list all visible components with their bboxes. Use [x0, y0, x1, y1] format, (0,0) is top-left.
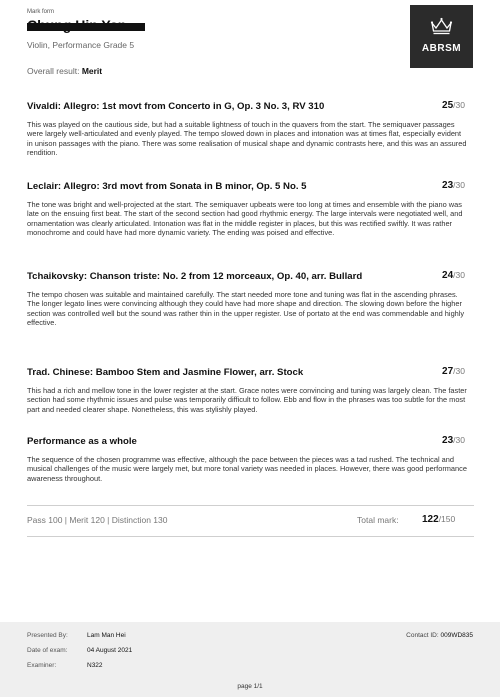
- piece-comment: The sequence of the chosen programme was effective, although the pace between the pieces was a tad rushed. The technical and musical challenges of the music were largely met, but more tonal variety was needed in places. However, there was good performance awareness throughout.: [27, 455, 467, 483]
- exam-subject: Violin, Performance Grade 5: [27, 40, 135, 50]
- piece-comment: The tempo chosen was suitable and maintained carefully. The start needed more tone and tuning was flat in the ascending phrases. The longer legato lines were convincing although they could have had more shape and direction. The slowing down before the higher section was controlled well but the sound was rather thin in the upper register. Use of portato at the end was commendable and highly effective.: [27, 290, 465, 327]
- total-mark-out-of: /150: [438, 514, 456, 524]
- score-value: 27: [442, 366, 454, 377]
- piece-comment: This was played on the cautious side, but had a suitable lightness of touch in the quavers from the start. The semiquaver passages were largely well-articulated and evenly played. The tempo slowed down in places and intonation was at times flat, especially evident in unison passages with the piano. There was some realisation of musical shape and dynamic contrasts here, and this was an assured rendition.: [27, 120, 467, 157]
- piece-1: [27, 100, 477, 157]
- score-out-of: /30: [453, 270, 465, 280]
- overall-result-value: Merit: [81, 66, 103, 76]
- mark-form-label: Mark form: [27, 9, 54, 15]
- piece-score: [442, 270, 465, 281]
- piece-2: [27, 180, 477, 237]
- score-out-of: /30: [453, 100, 465, 110]
- score-value: 23: [442, 435, 454, 446]
- exam-date-value: 04 August 2021: [87, 647, 133, 654]
- piece-score: [442, 435, 465, 446]
- total-mark-label: Total mark:: [357, 515, 399, 525]
- logo-text: ABRSM: [421, 43, 462, 54]
- overall-result-label: Overall result:: [27, 66, 80, 76]
- score-out-of: /30: [453, 435, 465, 445]
- presented-by-label: Presented By:: [27, 632, 68, 639]
- piece-score: [442, 180, 465, 191]
- abrsm-logo: [410, 5, 473, 68]
- total-mark-value: 122: [422, 514, 439, 525]
- crown-icon: [430, 17, 453, 35]
- piece-title: Vivaldi: Allegro: 1st movt from Concerto in G, Op. 3 No. 3, RV 310: [27, 101, 325, 112]
- grade-thresholds: Pass 100 | Merit 120 | Distinction 130: [27, 515, 168, 525]
- piece-4: [27, 366, 477, 414]
- piece-title: Tchaikovsky: Chanson triste: No. 2 from 12 morceaux, Op. 40, arr. Bullard: [27, 271, 363, 282]
- page-number: page 1/1: [237, 683, 263, 690]
- name-redaction-bar: [27, 23, 145, 31]
- piece-title: Performance as a whole: [27, 436, 137, 447]
- performance-as-whole: [27, 435, 477, 483]
- presented-by-value: Lam Man Hei: [87, 632, 126, 639]
- contact-id-label: Contact ID:: [406, 632, 439, 639]
- total-mark: [422, 514, 455, 525]
- candidate-name: [27, 17, 145, 33]
- piece-score: [442, 366, 465, 377]
- score-value: 25: [442, 100, 454, 111]
- score-value: 24: [442, 270, 454, 281]
- footer: [0, 622, 500, 697]
- divider-top: [27, 505, 474, 506]
- examiner-label: Examiner:: [27, 662, 57, 669]
- piece-title: Trad. Chinese: Bamboo Stem and Jasmine Flower, arr. Stock: [27, 367, 304, 378]
- piece-score: [442, 100, 465, 111]
- score-out-of: /30: [453, 180, 465, 190]
- overall-result: [27, 66, 102, 76]
- exam-date-label: Date of exam:: [27, 647, 68, 654]
- piece-comment: This had a rich and mellow tone in the lower register at the start. Grace notes were convincing and tuning was largely clean. The faster section had some rhythmic issues and pulse was temporarily difficult to follow. Ebb and flow in the phrases was too subtle for the most part and needed clearer shape. Nonetheless, this was stylishly played.: [27, 386, 467, 414]
- piece-title: Leclair: Allegro: 3rd movt from Sonata in B minor, Op. 5 No. 5: [27, 181, 307, 192]
- score-value: 23: [442, 180, 454, 191]
- contact-id: [406, 632, 473, 639]
- divider-bottom: [27, 536, 474, 537]
- piece-3: [27, 266, 477, 327]
- score-out-of: /30: [453, 366, 465, 376]
- piece-comment: The tone was bright and well-projected at the start. The semiquaver upbeats were too long at times and ensemble with the piano was late on the ensuing first beat. The start of the second section had good rhythmic energy. The large intervals were negotiated well, and ornamentation was clearly articulated. Intonation was flat in the middle register in places, but this was rectified swiftly. It was rather monochrome and could have had more dynamic variety. The ending was poised and effective.: [27, 200, 463, 237]
- examiner-value: N322: [87, 662, 103, 669]
- contact-id-value: 009WD835: [440, 632, 473, 639]
